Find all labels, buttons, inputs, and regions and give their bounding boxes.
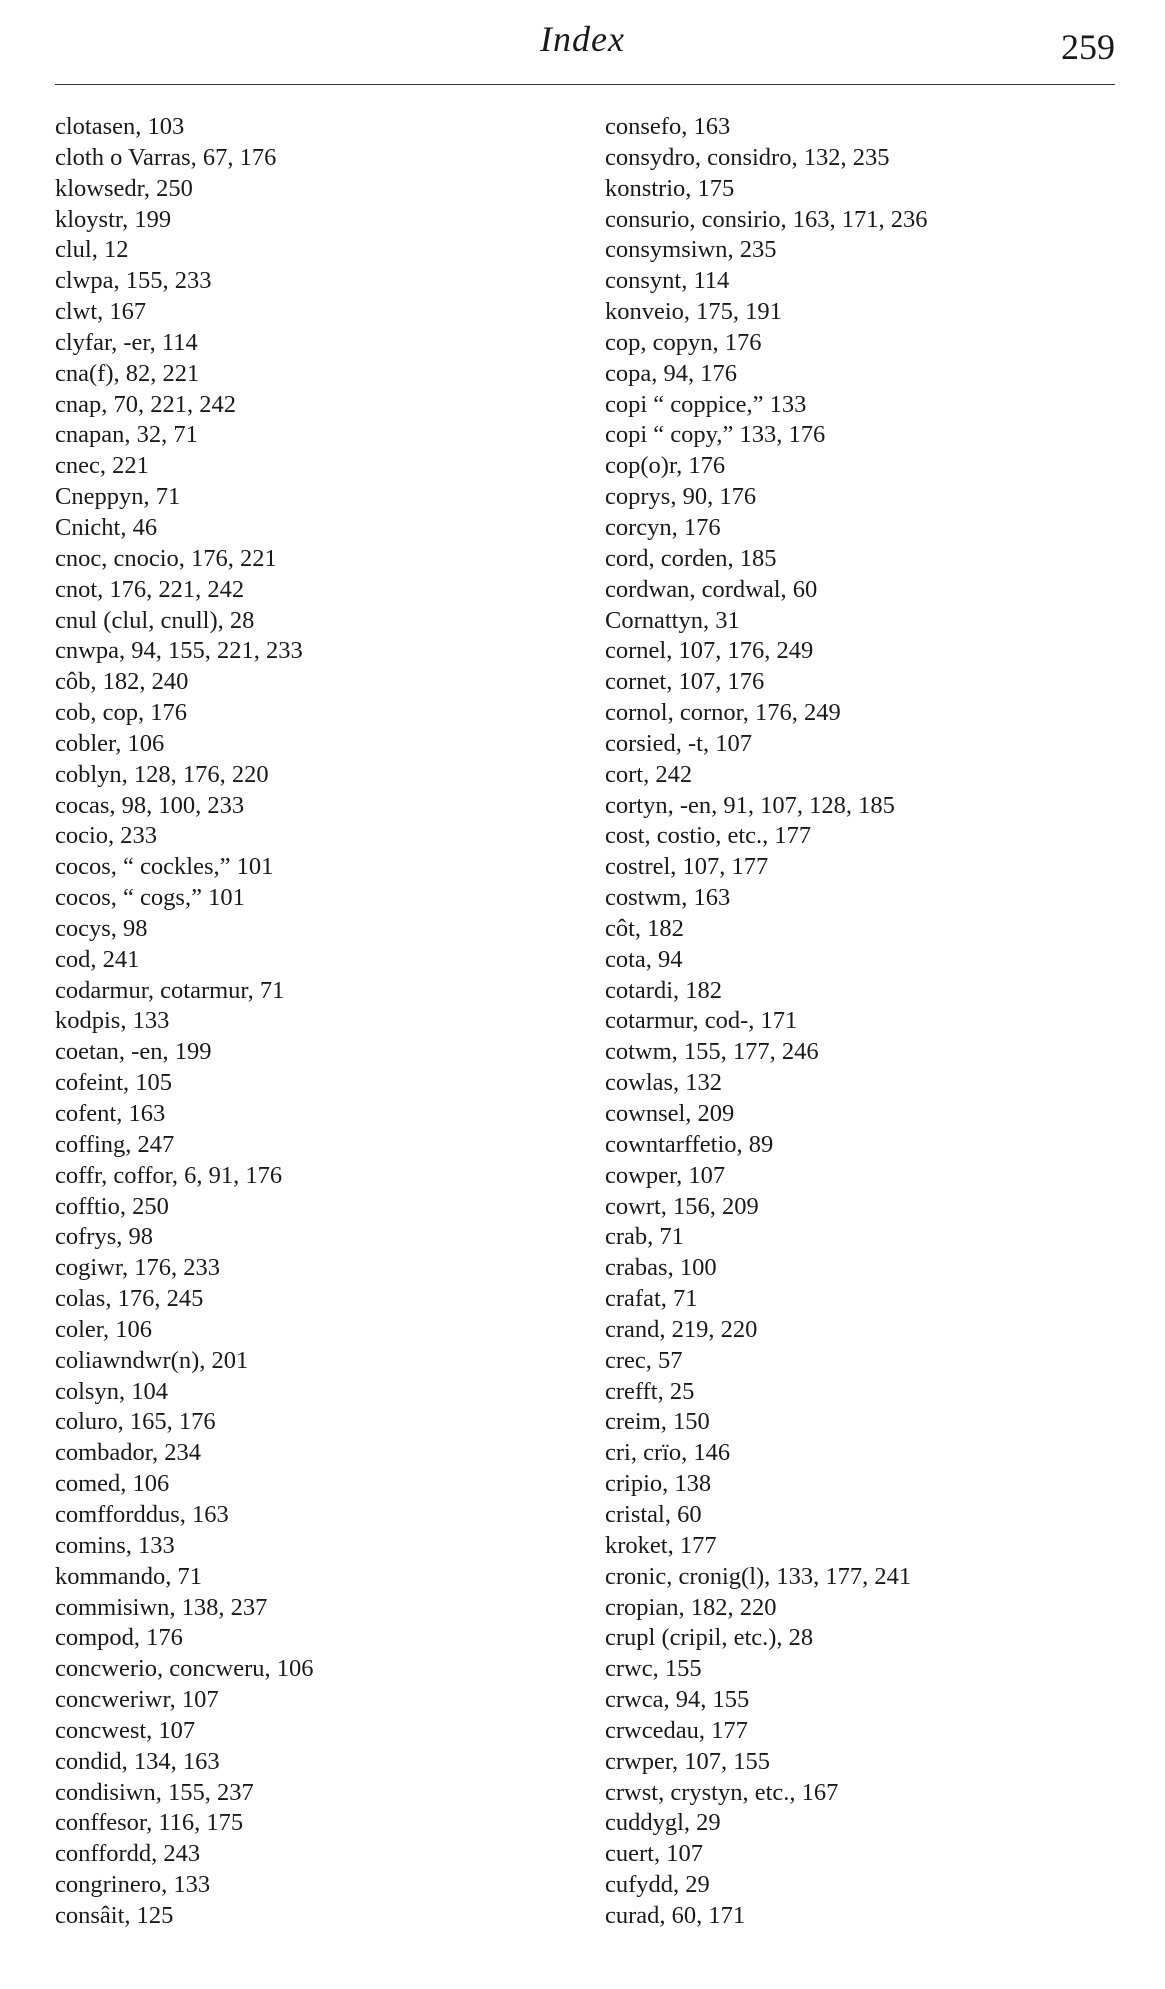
index-entry: cocys, 98 [55, 914, 148, 942]
index-entry: cowlas, 132 [605, 1069, 723, 1097]
index-entry: consymsiwn, 235 [605, 236, 777, 264]
index-entry: consurio, consirio, 163, 171, 236 [605, 205, 928, 233]
index-entry: cna(f), 82, 221 [55, 359, 200, 387]
index-entry: cnapan, 32, 71 [55, 421, 198, 449]
index-entry: cod, 241 [55, 945, 140, 973]
index-entry: curad, 60, 171 [605, 1901, 746, 1929]
index-entry: coler, 106 [55, 1315, 152, 1343]
index-entry: crupl (cripil, etc.), 28 [605, 1624, 814, 1652]
index-entry: corsied, -t, 107 [605, 729, 752, 757]
index-entry: cornet, 107, 176 [605, 668, 765, 696]
index-entry: cropian, 182, 220 [605, 1593, 777, 1621]
index-entry: concwerio, concweru, 106 [55, 1655, 314, 1683]
index-entry: kroket, 177 [605, 1531, 717, 1559]
index-entry: cufydd, 29 [605, 1871, 710, 1899]
index-entry: consynt, 114 [605, 267, 730, 295]
index-column-right [605, 112, 1125, 1932]
index-entry: cuddygl, 29 [605, 1809, 721, 1837]
index-entry: codarmur, cotarmur, 71 [55, 976, 285, 1004]
index-entry: cnul (clul, cnull), 28 [55, 606, 255, 634]
index-entry: cowrt, 156, 209 [605, 1192, 759, 1220]
index-entry: congrinero, 133 [55, 1871, 211, 1899]
index-entry: copa, 94, 176 [605, 359, 737, 387]
index-entry: concweriwr, 107 [55, 1686, 219, 1714]
index-entry: commisiwn, 138, 237 [55, 1593, 268, 1621]
index-entry: clul, 12 [55, 236, 129, 264]
index-entry: crwca, 94, 155 [605, 1686, 750, 1714]
index-entry: coblyn, 128, 176, 220 [55, 760, 269, 788]
index-entry: cronic, cronig(l), 133, 177, 241 [605, 1562, 912, 1590]
index-entry: cristal, 60 [605, 1500, 702, 1528]
index-entry: cob, cop, 176 [55, 699, 187, 727]
index-entry: cordwan, cordwal, 60 [605, 575, 818, 603]
index-entry: compod, 176 [55, 1624, 183, 1652]
running-title: Index [540, 19, 625, 59]
index-entry: consydro, considro, 132, 235 [605, 143, 890, 171]
index-entry: cuert, 107 [605, 1840, 703, 1868]
index-entry: crabas, 100 [605, 1254, 717, 1282]
index-entry: kloystr, 199 [55, 205, 172, 233]
index-entry: crefft, 25 [605, 1377, 695, 1405]
index-entry: crwper, 107, 155 [605, 1747, 771, 1775]
index-entry: cortyn, -en, 91, 107, 128, 185 [605, 791, 895, 819]
index-entry: crand, 219, 220 [605, 1315, 758, 1343]
index-entry: cowntarffetio, 89 [605, 1130, 774, 1158]
index-entry: cripio, 138 [605, 1470, 712, 1498]
index-entry: crafat, 71 [605, 1285, 698, 1313]
index-entry: cofent, 163 [55, 1100, 166, 1127]
index-entry: clwt, 167 [55, 298, 147, 326]
index-entry: cotardi, 182 [605, 976, 723, 1004]
index-entry: condisiwn, 155, 237 [55, 1778, 254, 1806]
index-entry: Cneppyn, 71 [55, 483, 181, 511]
index-entry: clotasen, 103 [55, 113, 185, 140]
index-entry: cocos, “ cockles,” 101 [55, 853, 274, 881]
index-entry: cocos, “ cogs,” 101 [55, 884, 245, 912]
index-entry: coffing, 247 [55, 1130, 175, 1158]
index-entry: konstrio, 175 [605, 174, 735, 202]
index-entry: coprys, 90, 176 [605, 483, 757, 511]
index-entry: cnwpa, 94, 155, 221, 233 [55, 637, 303, 665]
index-entry: comins, 133 [55, 1531, 175, 1559]
index-entry: crwst, crystyn, etc., 167 [605, 1778, 839, 1806]
index-entry: cobler, 106 [55, 729, 165, 757]
index-entry: cri, crïo, 146 [605, 1439, 731, 1467]
index-entry: cost, costio, etc., 177 [605, 822, 812, 850]
index-entry: cotwm, 155, 177, 246 [605, 1038, 819, 1066]
index-entry: Cornattyn, 31 [605, 606, 740, 634]
index-entry: cota, 94 [605, 945, 683, 973]
index-entry: cloth o Varras, 67, 176 [55, 143, 277, 171]
index-entry: côb, 182, 240 [55, 668, 189, 696]
index-entry: kommando, 71 [55, 1562, 202, 1590]
index-entry: creim, 150 [605, 1408, 710, 1436]
index-entry: colsyn, 104 [55, 1377, 168, 1405]
index-entry: costrel, 107, 177 [605, 853, 769, 881]
index-entry: cnap, 70, 221, 242 [55, 390, 236, 418]
index-entry: condid, 134, 163 [55, 1747, 220, 1775]
index-entry: crec, 57 [605, 1346, 683, 1374]
index-entry: cofrys, 98 [55, 1223, 153, 1251]
index-entry: cornol, cornor, 176, 249 [605, 699, 841, 727]
header-rule [55, 84, 1115, 85]
index-entry: conffordd, 243 [55, 1840, 201, 1868]
index-entry: clyfar, -er, 114 [55, 328, 198, 356]
index-entry: cofeint, 105 [55, 1069, 173, 1097]
index-entry: cop(o)r, 176 [605, 452, 726, 480]
index-entry: cownsel, 209 [605, 1100, 735, 1127]
index-entry: côt, 182 [605, 914, 684, 942]
index-entry: cogiwr, 176, 233 [55, 1254, 221, 1282]
index-entry: konveio, 175, 191 [605, 298, 782, 326]
index-entry: coffr, coffor, 6, 91, 176 [55, 1161, 283, 1189]
index-entry: kodpis, 133 [55, 1007, 170, 1035]
index-entry: crab, 71 [605, 1223, 684, 1251]
index-entry: comed, 106 [55, 1470, 170, 1498]
index-entry: cnec, 221 [55, 452, 149, 480]
index-entry: klowsedr, 250 [55, 174, 193, 202]
index-entry: cornel, 107, 176, 249 [605, 637, 814, 665]
index-entry: crwcedau, 177 [605, 1716, 748, 1744]
page-header [0, 0, 1165, 90]
index-entry: copi “ copy,” 133, 176 [605, 421, 826, 449]
index-entry: crwc, 155 [605, 1655, 702, 1683]
index-entry: cotarmur, cod-, 171 [605, 1007, 798, 1035]
index-entry: coluro, 165, 176 [55, 1408, 216, 1436]
index-entry: combador, 234 [55, 1439, 201, 1467]
index-entry: colas, 176, 245 [55, 1285, 204, 1313]
index-entry: consefo, 163 [605, 113, 731, 140]
index-entry: cnoc, cnocio, 176, 221 [55, 544, 277, 572]
index-entry: cocio, 233 [55, 822, 158, 850]
index-entry: cocas, 98, 100, 233 [55, 791, 245, 819]
index-entry: cord, corden, 185 [605, 544, 777, 572]
index-entry: copi “ coppice,” 133 [605, 390, 807, 418]
index-column-left [55, 112, 575, 1932]
index-entry: consâit, 125 [55, 1901, 174, 1929]
index-entry: Cnicht, 46 [55, 513, 158, 541]
index-entry: conffesor, 116, 175 [55, 1809, 244, 1837]
index-entry: cop, copyn, 176 [605, 328, 762, 356]
index-entry: comfforddus, 163 [55, 1500, 229, 1528]
index-entry: corcyn, 176 [605, 513, 721, 541]
index-entry: cofftio, 250 [55, 1192, 169, 1220]
index-entry: cnot, 176, 221, 242 [55, 575, 245, 603]
index-entry: costwm, 163 [605, 884, 731, 912]
index-entry: concwest, 107 [55, 1716, 196, 1744]
index-entry: coliawndwr(n), 201 [55, 1346, 249, 1374]
index-entry: coetan, -en, 199 [55, 1038, 212, 1066]
index-entry: cowper, 107 [605, 1161, 726, 1189]
page-number: 259 [1061, 27, 1115, 67]
index-entry: cort, 242 [605, 760, 693, 788]
index-entry: clwpa, 155, 233 [55, 267, 212, 295]
